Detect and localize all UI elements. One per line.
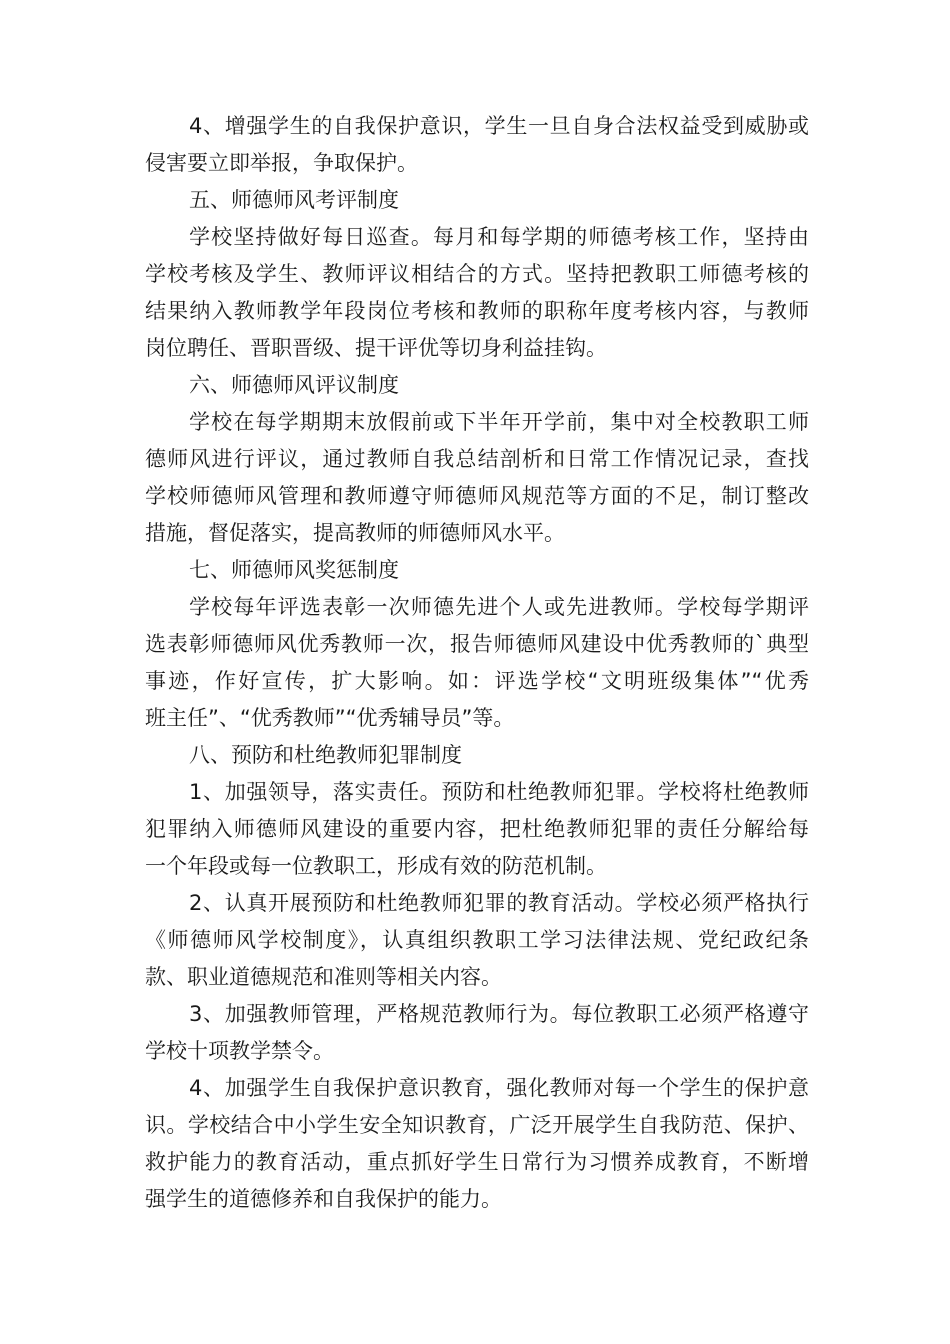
text-line: 事迹，作好宣传，扩大影响。如：评选学校“文明班级集体”“优秀 [145,669,809,693]
section-heading: 七、师德师风奖惩制度 [189,558,399,582]
text-line: 款、职业道德规范和准则等相关内容。 [145,965,502,989]
text-line: 犯罪纳入师德师风建设的重要内容，把杜绝教师犯罪的责任分解给每 [145,817,809,841]
text-line: 3、加强教师管理，严格规范教师行为。每位教职工必须严格遵守 [189,1002,809,1026]
text-line: 学校每年评选表彰一次师德先进个人或先进教师。学校每学期评 [189,595,809,619]
text-line: 学校师德师风管理和教师遵守师德师风规范等方面的不足，制订整改 [145,484,809,508]
text-line: 1、加强领导，落实责任。预防和杜绝教师犯罪。学校将杜绝教师 [189,780,809,804]
text-line: 学校十项教学禁令。 [145,1039,334,1063]
text-line: 学校在每学期期末放假前或下半年开学前，集中对全校教职工师 [189,410,809,434]
text-line: 救护能力的教育活动，重点抓好学生日常行为习惯养成教育，不断增 [145,1150,809,1174]
text-line: 学校考核及学生、教师评议相结合的方式。坚持把教职工师德考核的 [145,262,809,286]
section-heading: 六、师德师风评议制度 [189,373,399,397]
text-line: 选表彰师德师风优秀教师一次，报告师德师风建设中优秀教师的`典型 [145,632,809,656]
text-line: 学校坚持做好每日巡查。每月和每学期的师德考核工作，坚持由 [189,225,809,249]
section-heading: 八、预防和杜绝教师犯罪制度 [189,743,462,767]
text-line: 岗位聘任、晋职晋级、提干评优等切身利益挂钩。 [145,336,607,360]
text-line: 《师德师风学校制度》，认真组织教职工学习法律法规、党纪政纪条 [145,928,809,952]
document-body [145,108,809,1218]
text-line: 结果纳入教师教学年段岗位考核和教师的职称年度考核内容，与教师 [145,299,809,323]
text-line: 班主任”、“优秀教师”“优秀辅导员”等。 [145,706,515,730]
text-line: 2、认真开展预防和杜绝教师犯罪的教育活动。学校必须严格执行 [189,891,809,915]
text-line: 强学生的道德修养和自我保护的能力。 [145,1187,502,1211]
text-line: 一个年段或每一位教职工，形成有效的防范机制。 [145,854,607,878]
text-line: 措施，督促落实，提高教师的师德师风水平。 [145,521,565,545]
text-line: 4、增强学生的自我保护意识，学生一旦自身合法权益受到威胁或 [189,114,809,138]
text-line: 德师风进行评议，通过教师自我总结剖析和日常工作情况记录，查找 [145,447,809,471]
section-heading: 五、师德师风考评制度 [189,188,399,212]
text-line: 4、加强学生自我保护意识教育，强化教师对每一个学生的保护意 [189,1076,809,1100]
text-line: 识。学校结合中小学生安全知识教育，广泛开展学生自我防范、保护、 [145,1113,809,1137]
text-line: 侵害要立即举报，争取保护。 [145,151,418,175]
